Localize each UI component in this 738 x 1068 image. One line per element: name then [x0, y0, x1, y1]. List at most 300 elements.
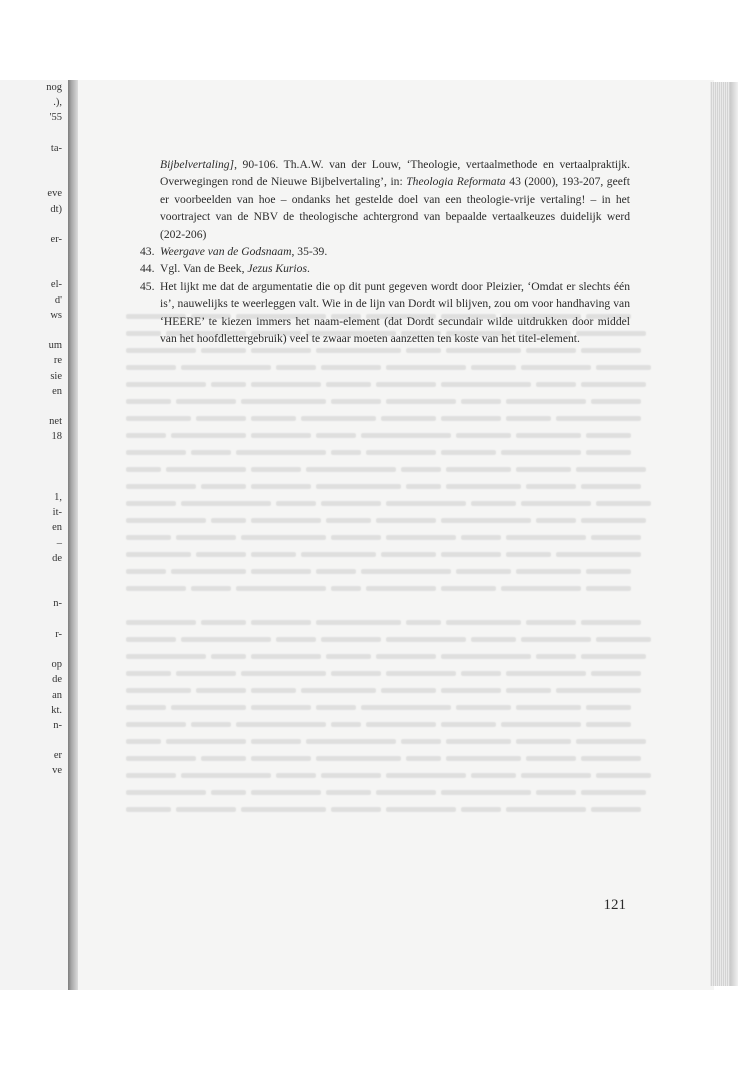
show-through-word: [521, 637, 591, 642]
show-through-word: [126, 637, 176, 642]
show-through-word: [181, 773, 271, 778]
show-through-word: [236, 586, 326, 591]
left-page-fragment: de: [52, 552, 62, 564]
show-through-word: [441, 654, 531, 659]
show-through-word: [406, 620, 441, 625]
show-through-word: [126, 348, 196, 353]
show-through-word: [516, 739, 571, 744]
show-through-word: [526, 348, 576, 353]
show-through-word: [126, 705, 166, 710]
book-page: [78, 80, 714, 990]
show-through-line: [126, 376, 696, 393]
show-through-line: [126, 444, 696, 461]
left-page-fragment: [2, 156, 62, 171]
show-through-word: [316, 348, 401, 353]
footnote-title: Jezus Kurios: [247, 262, 307, 276]
show-through-word: [316, 705, 356, 710]
show-through-word: [126, 552, 191, 557]
show-through-word: [386, 807, 456, 812]
show-through-word: [236, 722, 326, 727]
footnote-text: Vgl. Van de Beek,: [160, 262, 248, 276]
page-edges-shadow: [730, 82, 738, 986]
show-through-word: [446, 756, 521, 761]
left-page-fragment: ve: [52, 765, 62, 777]
show-through-word: [471, 637, 516, 642]
show-through-word: [586, 569, 631, 574]
show-through-word: [126, 739, 161, 744]
left-page-fragment: r-: [55, 628, 62, 640]
footnote-body: Het lijkt me dat de argumentatie die op dit punt gegeven wordt door Pleizier, ‘Omdat er slechts één is’, nauwelijks te weerleggen valt. Wie in de lijn van Dordt wil blijven, zou om voor handhaving van ‘HEERE’ te kiezen immers het naam-element (dat Dordt secundair wilde uitdrukken door middel van het hoofdlettergebruik) veel te zwaar moeten aanzetten ten koste van het titel-element.: [160, 279, 630, 346]
show-through-word: [536, 654, 576, 659]
show-through-word: [526, 620, 576, 625]
show-through-word: [586, 433, 631, 438]
show-through-word: [581, 518, 646, 523]
footnotes: [140, 156, 630, 347]
show-through-word: [361, 569, 451, 574]
show-through-word: [581, 756, 641, 761]
show-through-word: [126, 382, 206, 387]
show-through-line: [126, 529, 696, 546]
show-through-word: [251, 416, 296, 421]
show-through-word: [501, 722, 581, 727]
show-through-line: [126, 733, 696, 750]
show-through-word: [191, 586, 231, 591]
show-through-word: [596, 637, 651, 642]
show-through-word: [126, 807, 171, 812]
show-through-word: [251, 433, 311, 438]
show-through-word: [471, 773, 516, 778]
show-through-word: [516, 467, 571, 472]
show-through-word: [251, 348, 311, 353]
show-through-word: [441, 586, 496, 591]
book-gutter: [68, 80, 78, 990]
show-through-word: [211, 654, 246, 659]
show-through-word: [376, 518, 436, 523]
left-page-fragment: d': [54, 294, 62, 306]
show-through-word: [126, 671, 171, 676]
show-through-word: [126, 535, 171, 540]
show-through-word: [211, 790, 246, 795]
show-through-line: [126, 546, 696, 563]
left-page-fragment: nog: [46, 82, 62, 93]
left-page-fragment: ws: [50, 309, 62, 321]
show-through-word: [316, 433, 356, 438]
show-through-word: [441, 688, 501, 693]
show-through-word: [251, 518, 321, 523]
show-through-word: [181, 501, 271, 506]
left-page-fragment: [2, 581, 62, 596]
left-facing-page: [0, 80, 68, 990]
footnote-title: Weergave van de Godsnaam: [160, 245, 292, 259]
show-through-word: [126, 722, 186, 727]
show-through-word: [201, 620, 246, 625]
show-through-word: [236, 450, 326, 455]
footnote-continuation: [140, 156, 630, 243]
show-through-word: [331, 399, 381, 404]
show-through-line: [126, 512, 696, 529]
show-through-word: [126, 756, 196, 761]
left-page-fragment: [2, 460, 62, 475]
left-page-fragment: [2, 566, 62, 581]
show-through-word: [461, 671, 501, 676]
show-through-word: [586, 586, 631, 591]
show-through-word: [361, 433, 451, 438]
show-through-word: [301, 688, 376, 693]
left-page-fragment: [2, 171, 62, 186]
show-through-word: [326, 382, 371, 387]
show-through-word: [316, 620, 401, 625]
show-through-word: [276, 365, 316, 370]
left-page-fragment: sie: [50, 370, 62, 382]
show-through-word: [166, 739, 246, 744]
show-through-word: [441, 722, 496, 727]
show-through-word: [446, 739, 511, 744]
journal-title: Theologia Reformata: [406, 175, 506, 189]
show-through-word: [581, 790, 646, 795]
show-through-word: [506, 399, 586, 404]
show-through-word: [591, 399, 641, 404]
left-page-fragment: kt.: [51, 704, 62, 716]
show-through-line: [126, 750, 696, 767]
show-through-word: [316, 756, 401, 761]
show-through-word: [126, 467, 161, 472]
show-through-word: [331, 586, 361, 591]
show-through-word: [251, 552, 296, 557]
left-page-fragment: [2, 642, 62, 657]
show-through-word: [461, 535, 501, 540]
left-page-fragment: [2, 733, 62, 748]
show-through-word: [126, 688, 191, 693]
show-through-word: [591, 671, 641, 676]
show-through-word: [596, 501, 651, 506]
show-through-word: [251, 467, 301, 472]
show-through-word: [321, 637, 381, 642]
show-through-line: [126, 359, 696, 376]
show-through-word: [376, 790, 436, 795]
show-through-line: [126, 580, 696, 597]
show-through-word: [581, 620, 641, 625]
show-through-word: [126, 654, 206, 659]
show-through-word: [126, 773, 176, 778]
show-through-word: [506, 535, 586, 540]
show-through-word: [461, 807, 501, 812]
left-page-fragment: '55: [49, 112, 62, 124]
show-through-word: [386, 399, 456, 404]
show-through-word: [381, 552, 436, 557]
show-through-word: [456, 705, 511, 710]
show-through-word: [386, 501, 466, 506]
page-number: 121: [603, 897, 626, 913]
show-through-word: [506, 807, 586, 812]
show-through-word: [406, 348, 441, 353]
left-page-fragment: [2, 399, 62, 414]
show-through-line: [126, 648, 696, 665]
left-page-fragment: en: [52, 385, 62, 397]
show-through-word: [126, 433, 166, 438]
show-through-word: [251, 654, 321, 659]
show-through-line: [126, 699, 696, 716]
show-through-line: [126, 427, 696, 444]
show-through-word: [441, 518, 531, 523]
show-through-word: [501, 586, 581, 591]
show-through-word: [211, 518, 246, 523]
show-through-word: [126, 416, 191, 421]
show-through-word: [251, 705, 311, 710]
show-through-word: [241, 399, 326, 404]
show-through-word: [176, 535, 236, 540]
show-through-word: [366, 450, 436, 455]
show-through-word: [126, 586, 186, 591]
show-through-word: [446, 484, 521, 489]
show-through-word: [456, 569, 511, 574]
show-through-word: [176, 399, 236, 404]
footnote-number: 45.: [140, 279, 155, 293]
left-page-fragment: 18: [51, 431, 62, 443]
show-through-line: [126, 614, 696, 631]
left-page-fragment: op: [51, 659, 62, 671]
show-through-word: [386, 365, 466, 370]
show-through-word: [126, 399, 171, 404]
show-through-word: [376, 654, 436, 659]
left-page-fragment: net: [49, 416, 62, 428]
show-through-word: [441, 450, 496, 455]
show-through-word: [516, 705, 581, 710]
show-through-word: [326, 654, 371, 659]
show-through-word: [276, 773, 316, 778]
show-through-word: [556, 688, 641, 693]
show-through-word: [446, 348, 521, 353]
show-through-word: [401, 467, 441, 472]
footnote-44: [140, 260, 630, 277]
footnote-43: [140, 243, 630, 260]
footnote-body: [160, 260, 630, 277]
show-through-word: [506, 552, 551, 557]
show-through-word: [471, 501, 516, 506]
show-through-word: [126, 569, 166, 574]
show-through-word: [591, 807, 641, 812]
show-through-word: [596, 365, 651, 370]
footnote-body: [160, 243, 630, 260]
show-through-word: [321, 773, 381, 778]
show-through-word: [241, 671, 326, 676]
show-through-word: [506, 416, 551, 421]
show-through-word: [376, 382, 436, 387]
show-through-line: [126, 478, 696, 495]
show-through-word: [251, 688, 296, 693]
show-through-word: [401, 739, 441, 744]
show-through-word: [196, 688, 246, 693]
show-through-line: [126, 631, 696, 648]
left-page-fragment: it-: [52, 507, 62, 519]
left-page-fragment: an: [52, 689, 62, 701]
show-through-word: [441, 552, 501, 557]
show-through-word: [211, 382, 246, 387]
show-through-word: [581, 348, 641, 353]
show-through-word: [446, 620, 521, 625]
show-through-word: [191, 722, 231, 727]
show-through-word: [441, 382, 531, 387]
show-through-word: [171, 569, 246, 574]
show-through-word: [461, 399, 501, 404]
show-through-word: [581, 484, 641, 489]
show-through-word: [276, 501, 316, 506]
show-through-word: [446, 467, 511, 472]
show-through-word: [251, 756, 311, 761]
show-through-word: [386, 535, 456, 540]
show-through-word: [501, 450, 581, 455]
left-page-fragment: eve: [47, 188, 62, 200]
show-through-word: [521, 365, 591, 370]
show-through-word: [441, 416, 501, 421]
show-through-line: [126, 682, 696, 699]
show-through-word: [596, 773, 651, 778]
left-page-fragment: [2, 126, 62, 141]
show-through-word: [366, 722, 436, 727]
footnote-number: 43.: [140, 245, 155, 259]
left-page-fragment: dt): [50, 203, 62, 215]
show-through-word: [196, 416, 246, 421]
show-through-word: [581, 382, 646, 387]
show-through-word: [456, 433, 511, 438]
show-through-word: [126, 518, 206, 523]
show-through-word: [321, 501, 381, 506]
footnote-number: 44.: [140, 262, 155, 276]
show-through-line: [126, 461, 696, 478]
show-through-word: [331, 671, 381, 676]
footnote-45: [140, 278, 630, 348]
show-through-word: [176, 671, 236, 676]
show-through-line: [126, 495, 696, 512]
show-through-word: [516, 433, 581, 438]
show-through-word: [301, 416, 376, 421]
show-through-line: [126, 716, 696, 733]
show-through-word: [526, 484, 576, 489]
show-through-word: [126, 365, 176, 370]
show-through-line: [126, 784, 696, 801]
show-through-word: [331, 722, 361, 727]
show-through-word: [166, 467, 246, 472]
show-through-line: [126, 665, 696, 682]
left-page-fragment: en: [52, 522, 62, 534]
show-through-word: [316, 569, 356, 574]
show-through-word: [251, 484, 311, 489]
show-through-word: [471, 365, 516, 370]
show-through-word: [181, 637, 271, 642]
left-page-fragment: [2, 475, 62, 490]
left-page-fragment: ta-: [50, 142, 62, 154]
show-through-word: [556, 416, 641, 421]
show-through-line: [126, 767, 696, 784]
show-through-word: [126, 620, 196, 625]
show-through-word: [381, 416, 436, 421]
show-through-word: [591, 535, 641, 540]
show-through-word: [506, 688, 551, 693]
show-through-word: [521, 773, 591, 778]
left-page-fragment: –: [56, 537, 62, 549]
left-page-fragment: um: [48, 340, 62, 352]
show-through-word: [576, 739, 646, 744]
show-through-word: [201, 484, 246, 489]
show-through-word: [306, 739, 396, 744]
show-through-word: [306, 467, 396, 472]
left-page-fragment: [2, 612, 62, 627]
show-through-word: [176, 807, 236, 812]
show-through-word: [126, 790, 206, 795]
footnote-text: .: [306, 262, 310, 276]
show-through-word: [516, 569, 581, 574]
show-through-word: [331, 807, 381, 812]
show-through-word: [576, 467, 646, 472]
show-through-line: [126, 801, 696, 818]
left-page-fragment: re: [53, 355, 62, 367]
show-through-word: [251, 790, 321, 795]
show-through-word: [126, 501, 176, 506]
show-through-word: [326, 790, 371, 795]
left-page-text-fragments: [2, 80, 62, 779]
show-through-word: [361, 705, 451, 710]
footnote-text: , 90-106. Th.A.W. van der Louw, ‘Theologie, vertaalmethode en vertaalpraktijk. Overwegingen rond de Nieuwe Bijbelvertaling’, in:: [160, 158, 630, 189]
show-through-word: [181, 365, 271, 370]
left-page-fragment: [2, 445, 62, 460]
show-through-word: [386, 773, 466, 778]
show-through-word: [586, 722, 631, 727]
show-through-word: [201, 348, 246, 353]
show-through-word: [536, 790, 576, 795]
left-page-fragment: er-: [50, 233, 62, 245]
show-through-text: [126, 308, 696, 818]
show-through-word: [586, 450, 631, 455]
show-through-word: [301, 552, 376, 557]
show-through-word: [316, 484, 401, 489]
show-through-word: [171, 433, 246, 438]
left-page-fragment: n-: [53, 598, 62, 610]
show-through-word: [331, 450, 361, 455]
show-through-line: [126, 393, 696, 410]
show-through-word: [556, 552, 641, 557]
left-page-fragment: er: [53, 750, 62, 762]
show-through-word: [251, 569, 311, 574]
left-page-fragment: [2, 247, 62, 262]
show-through-word: [581, 654, 646, 659]
show-through-word: [406, 484, 441, 489]
show-through-word: [321, 365, 381, 370]
show-through-word: [331, 535, 381, 540]
show-through-word: [126, 450, 186, 455]
show-through-word: [251, 739, 301, 744]
left-page-fragment: 1,: [54, 492, 62, 504]
show-through-line: [126, 410, 696, 427]
left-page-fragment: [2, 262, 62, 277]
show-through-word: [586, 705, 631, 710]
left-page-fragment: el-: [50, 279, 62, 291]
show-through-word: [536, 518, 576, 523]
show-through-word: [386, 671, 456, 676]
footnote-text: 43 (2000), 193-207, geeft er voorbeelden van hoe – ondanks het gestelde doel van een theologie-vrije vertaling! – in het voortraject van de NBV de theologische achtergrond van bepaalde vertaalkeuzes duidelijk werd (202-206): [160, 175, 630, 241]
footnote-text: , 35-39.: [291, 245, 328, 259]
left-page-fragment: .),: [53, 97, 62, 109]
show-through-word: [171, 705, 246, 710]
left-page-fragment: n-: [53, 719, 62, 731]
show-through-word: [441, 790, 531, 795]
show-through-word: [326, 518, 371, 523]
show-through-word: [251, 620, 311, 625]
show-through-word: [241, 535, 326, 540]
show-through-word: [251, 382, 321, 387]
show-through-word: [196, 552, 246, 557]
show-through-word: [536, 382, 576, 387]
show-through-word: [381, 688, 436, 693]
show-through-word: [366, 586, 436, 591]
